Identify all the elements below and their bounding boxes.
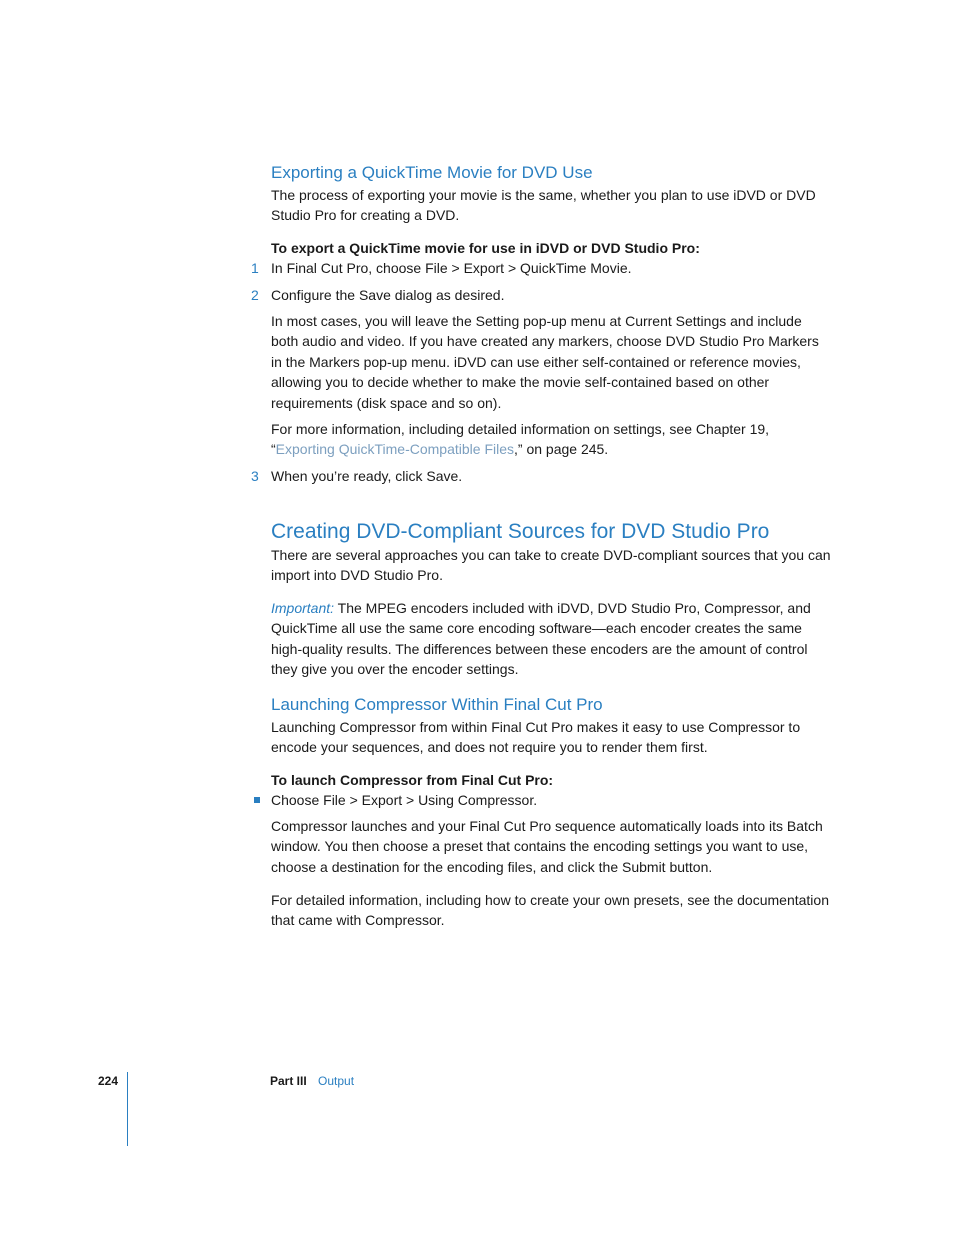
more-info-text-before: For more information, including detailed information on settings, see Chapter 19, “	[271, 421, 770, 458]
step-text: When you’re ready, click Save.	[271, 468, 463, 484]
more-info-text-after: ,” on page 245.	[514, 441, 609, 458]
footer-divider	[127, 1072, 128, 1146]
important-text: The MPEG encoders included with iDVD, DVD Studio Pro, Compressor, and QuickTime all use the same core encoding software—each encoder creates the same high-quality results. The differences between these encoders are the amount of control they give you over the encoder settings.	[271, 600, 811, 678]
step-text: In Final Cut Pro, choose File > Export > QuickTime Movie.	[271, 260, 632, 276]
step-text: Configure the Save dialog as desired.	[271, 287, 505, 303]
step-number: 2	[251, 287, 259, 303]
section-heading-compressor: Launching Compressor Within Final Cut Pro	[271, 695, 603, 714]
section-intro-compressor: Launching Compressor from within Final Cut Pro makes it easy to use Compressor to encode your sequences, and does not require you to render them first.	[271, 719, 801, 756]
bullet-marker	[254, 797, 260, 803]
footer-part-label: Part III	[270, 1074, 307, 1088]
section-intro-dvd-sources: There are several approaches you can take to create DVD-compliant sources that you can import into DVD Studio Pro.	[271, 547, 831, 584]
compressor-more-info: For detailed information, including how to create your own presets, see the documentation that came with Compressor.	[271, 892, 829, 929]
important-note	[271, 598, 831, 680]
step-number: 3	[251, 468, 259, 484]
important-label: Important:	[271, 600, 335, 616]
bullet-step-text: Choose File > Export > Using Compressor.	[271, 792, 538, 808]
section-heading-exporting: Exporting a QuickTime Movie for DVD Use	[271, 163, 593, 182]
task-lead-compressor: To launch Compressor from Final Cut Pro:	[271, 772, 554, 788]
chapter-link[interactable]: Exporting QuickTime-Compatible Files	[275, 441, 515, 458]
section-heading-dvd-sources: Creating DVD-Compliant Sources for DVD Studio Pro	[271, 520, 770, 543]
step-detail: In most cases, you will leave the Setting pop-up menu at Current Settings and include both audio and video. If you have created any markers, choose DVD Studio Pro Markers in the Markers pop-up menu. iDVD can use either self-contained or reference movies, allowing you to decide whether to make the movie self-contained based on other requirements (disk space and so on).	[271, 313, 819, 411]
more-info-paragraph	[271, 419, 831, 460]
step-number: 1	[251, 260, 259, 276]
compressor-detail: Compressor launches and your Final Cut Pro sequence automatically loads into its Batch window. You then choose a preset that contains the encoding settings you want to use, choose a destination for the encoding files, and click the Submit button.	[271, 818, 823, 875]
task-lead-export: To export a QuickTime movie for use in iDVD or DVD Studio Pro:	[271, 240, 700, 256]
section-intro-exporting: The process of exporting your movie is the same, whether you plan to use iDVD or DVD Studio Pro for creating a DVD.	[271, 187, 816, 224]
page-number: 224	[98, 1074, 119, 1088]
footer-section-label: Output	[318, 1074, 355, 1088]
